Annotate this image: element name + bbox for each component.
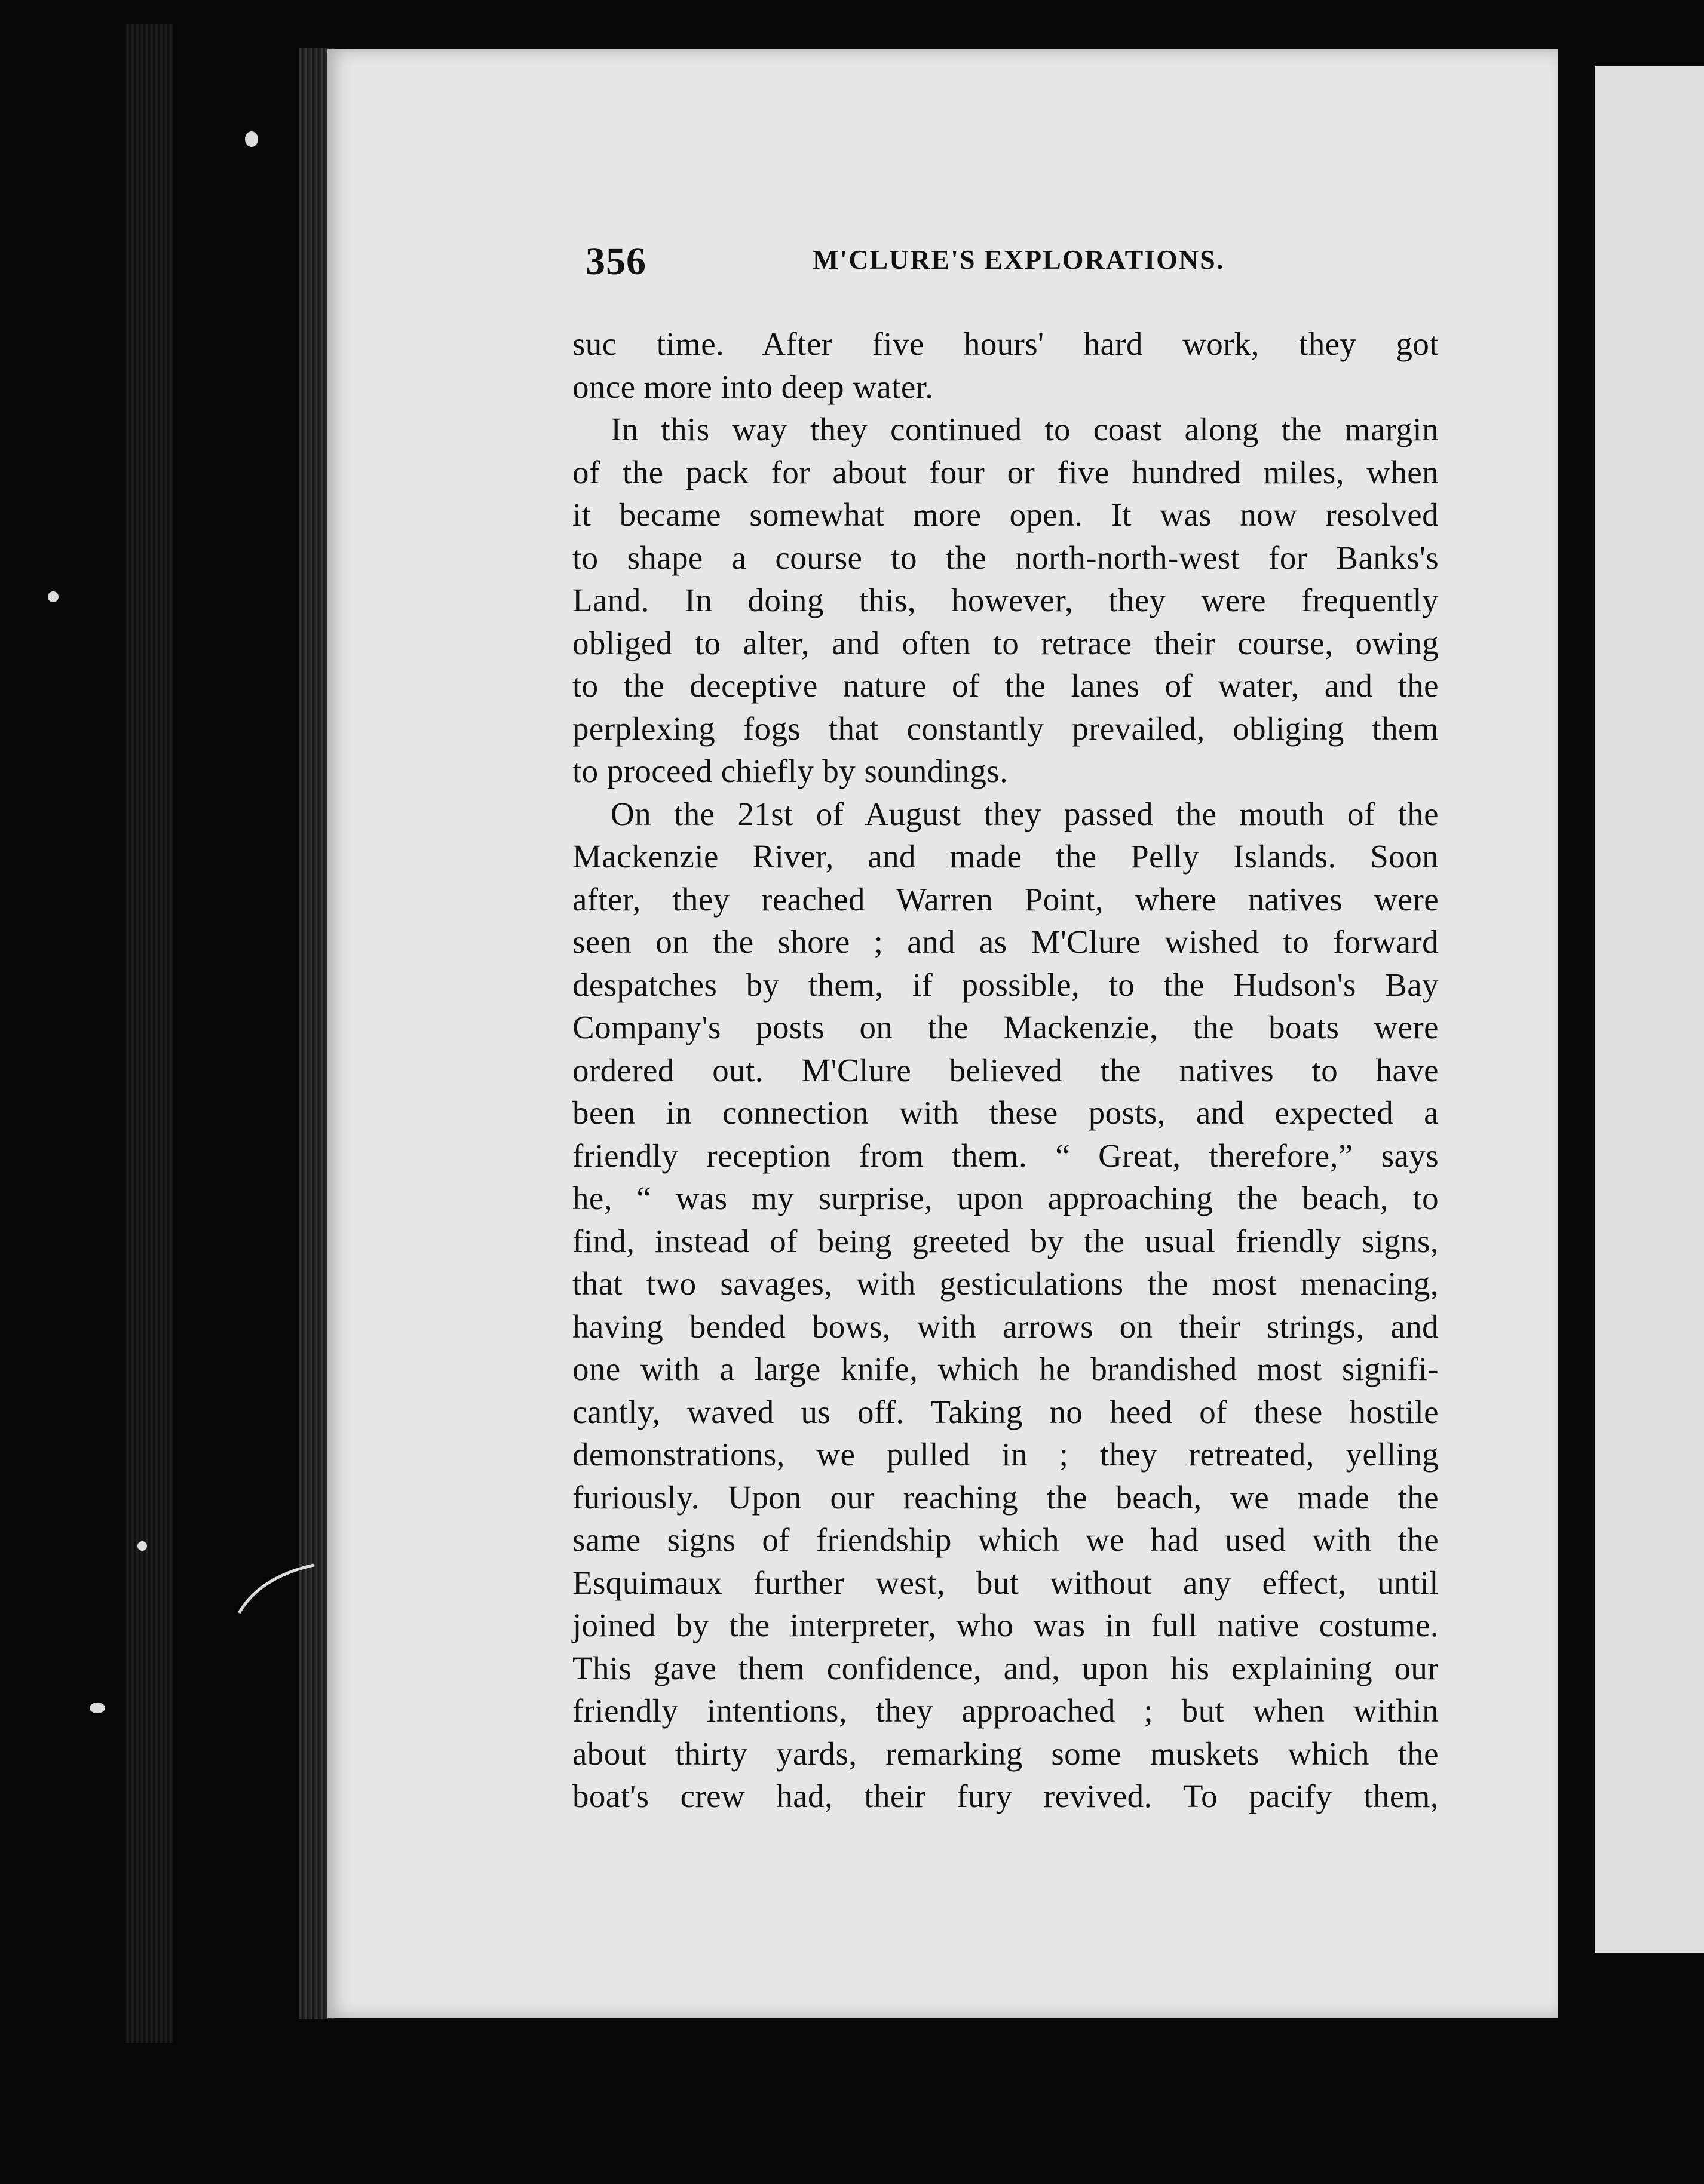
text-line: been in connection with these posts, and expected a — [572, 1094, 1439, 1131]
text-line: one with a large knife, which he brandished most signifi- — [572, 1351, 1439, 1387]
body-text — [572, 323, 1439, 1818]
text-line: ordered out. M'Clure believed the natives to have — [572, 1051, 1439, 1088]
scan-artifact — [236, 1553, 320, 1619]
text-line: after, they reached Warren Point, where natives were — [572, 881, 1439, 918]
text-line: it became somewhat more open. It was now resolved — [572, 496, 1439, 533]
text-line: Land. In doing this, however, they were frequently — [572, 582, 1439, 618]
text-line: joined by the interpreter, who was in full native costume. — [572, 1607, 1439, 1643]
text-line: to the deceptive nature of the lanes of water, and the — [572, 667, 1439, 704]
text-line: once more into deep water. — [572, 368, 934, 405]
scan-artifact — [245, 131, 258, 147]
page-header — [586, 239, 1446, 293]
text-line: friendly reception from them. “ Great, therefore,” says — [572, 1137, 1439, 1174]
text-line: This gave them confidence, and, upon his explaining our — [572, 1649, 1439, 1686]
page-number: 356 — [586, 240, 646, 283]
scan-artifact — [137, 1541, 147, 1551]
scan-artifact — [48, 591, 59, 602]
running-head: M'CLURE'S EXPLORATIONS. — [813, 244, 1225, 275]
text-line: find, instead of being greeted by the usual friendly signs, — [572, 1222, 1439, 1259]
text-line: In this way they continued to coast along the margin — [611, 411, 1439, 447]
text-line: that two savages, with gesticulations the most menacing, — [572, 1265, 1439, 1302]
text-line: cantly, waved us off. Taking no heed of these hostile — [572, 1393, 1439, 1430]
book-edge-shadow — [125, 24, 173, 2043]
text-line: demonstrations, we pulled in ; they retreated, yelling — [572, 1436, 1439, 1473]
text-line: On the 21st of August they passed the mouth of the — [611, 795, 1439, 832]
text-line: he, “ was my surprise, upon approaching the beach, to — [572, 1180, 1439, 1216]
text-line: suc time. After five hours' hard work, they got — [572, 326, 1439, 362]
scan-artifact — [90, 1703, 105, 1713]
text-line: seen on the shore ; and as M'Clure wished to forward — [572, 924, 1439, 960]
text-line: furiously. Upon our reaching the beach, we made the — [572, 1479, 1439, 1516]
text-line: Company's posts on the Mackenzie, the boats were — [572, 1009, 1439, 1045]
facing-page-edge — [1595, 66, 1704, 1953]
text-line: obliged to alter, and often to retrace their course, owing — [572, 624, 1439, 661]
text-line: to proceed chiefly by soundings. — [572, 753, 1009, 789]
text-line: of the pack for about four or five hundred miles, when — [572, 453, 1439, 490]
text-line: boat's crew had, their fury revived. To pacify them, — [572, 1778, 1439, 1814]
text-line: friendly intentions, they approached ; but when within — [572, 1692, 1439, 1729]
text-line: despatches by them, if possible, to the Hudson's Bay — [572, 966, 1439, 1003]
text-line: having bended bows, with arrows on their strings, and — [572, 1308, 1439, 1345]
text-line: Mackenzie River, and made the Pelly Islands. Soon — [572, 838, 1439, 875]
text-line: Esquimaux further west, but without any effect, until — [572, 1564, 1439, 1601]
text-line: to shape a course to the north-north-west for Banks's — [572, 539, 1439, 576]
text-line: perplexing fogs that constantly prevailed, obliging them — [572, 710, 1439, 747]
text-line: same signs of friendship which we had used with the — [572, 1522, 1439, 1558]
text-line: about thirty yards, remarking some muskets which the — [572, 1735, 1439, 1772]
